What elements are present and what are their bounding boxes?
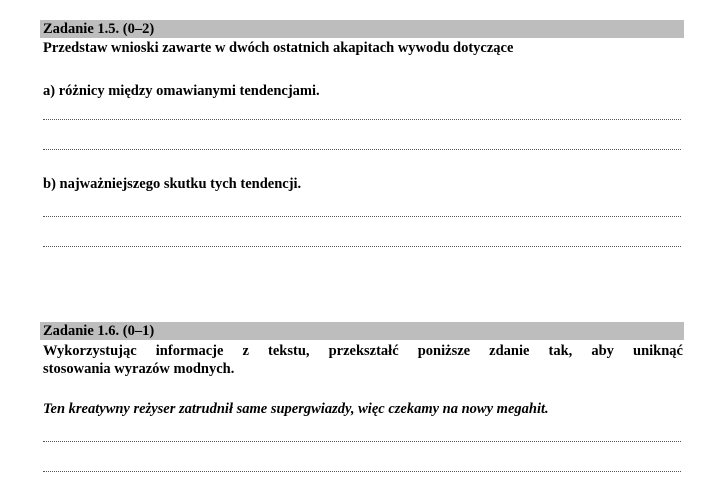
answer-line-a2[interactable]: [43, 149, 681, 150]
task-1-5-header: Zadanie 1.5. (0–2): [40, 20, 684, 38]
task-1-6-instruction-line2: stosowania wyrazów modnych.: [43, 361, 235, 377]
task-1-5-part-b: b) najważniejszego skutku tych tendencji.: [43, 176, 302, 192]
answer-line-b1[interactable]: [43, 216, 681, 217]
task-1-6-instruction-line1: Wykorzystując informacje z tekstu, przekształć poniższe zdanie tak, aby uniknąć: [43, 343, 683, 359]
task-1-5-part-a: a) różnicy między omawianymi tendencjami.: [43, 83, 320, 99]
task-1-6-sentence: Ten kreatywny reżyser zatrudnił same supergwiazdy, więc czekamy na nowy megahit.: [43, 401, 549, 417]
answer-line-c2[interactable]: [43, 471, 681, 472]
answer-line-a1[interactable]: [43, 119, 681, 120]
answer-line-c1[interactable]: [43, 441, 681, 442]
task-1-5-instruction: Przedstaw wnioski zawarte w dwóch ostatnich akapitach wywodu dotyczące: [43, 40, 514, 56]
task-1-6-header: Zadanie 1.6. (0–1): [40, 322, 684, 340]
answer-line-b2[interactable]: [43, 246, 681, 247]
